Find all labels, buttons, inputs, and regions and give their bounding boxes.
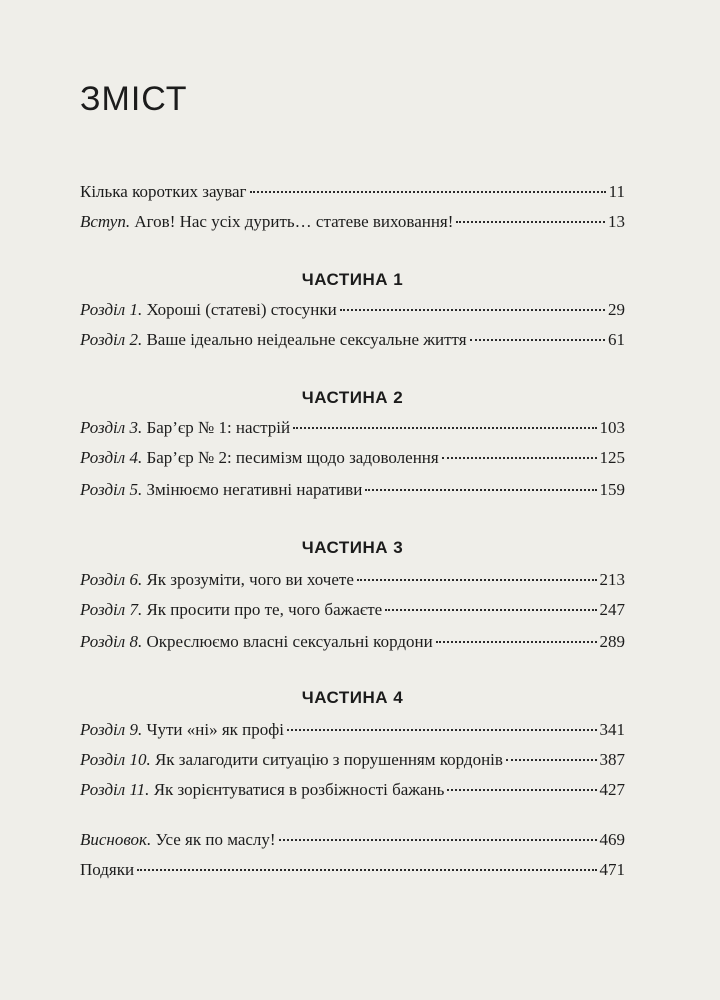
toc-entry xyxy=(80,208,625,236)
page-title: ЗМІСТ xyxy=(80,80,188,118)
dot-leader xyxy=(442,457,597,459)
dot-leader xyxy=(506,759,597,761)
entry-label: Вступ. Агов! Нас усіх дурить… статеве виховання! xyxy=(80,212,454,231)
page-number: 471 xyxy=(599,860,625,879)
dot-leader xyxy=(137,869,596,871)
entry-label: Розділ 9. Чути «ні» як профі xyxy=(80,720,285,739)
toc-entry xyxy=(80,178,625,206)
toc-entry xyxy=(80,414,625,442)
part-heading: ЧАСТИНА 4 xyxy=(301,688,404,707)
dot-leader xyxy=(436,641,597,643)
page-number: 247 xyxy=(599,600,625,619)
page-number: 125 xyxy=(599,448,625,467)
entry-label: Розділ 10. Як залагодити ситуацію з порушенням кордонів xyxy=(80,750,503,769)
part-heading: ЧАСТИНА 3 xyxy=(301,538,404,557)
entry-label: Розділ 4. Бар’єр № 2: песимізм щодо задоволення xyxy=(80,448,439,467)
page-number: 103 xyxy=(599,418,625,437)
toc-entry xyxy=(80,776,625,804)
dot-leader xyxy=(340,309,605,311)
page-number: 341 xyxy=(599,720,625,739)
page-number: 11 xyxy=(608,182,625,201)
dot-leader xyxy=(456,221,605,223)
toc-entry xyxy=(80,444,625,472)
toc-entry xyxy=(80,716,625,744)
dot-leader xyxy=(279,839,597,841)
part-heading: ЧАСТИНА 2 xyxy=(301,388,404,407)
page-number: 469 xyxy=(599,830,625,849)
entry-label: Розділ 7. Як просити про те, чого бажаєте xyxy=(80,600,383,619)
dot-leader xyxy=(470,339,605,341)
entry-label: Висновок. Усе як по маслу! xyxy=(80,830,276,849)
entry-label: Кілька коротких зауваг xyxy=(80,182,247,201)
toc-entry xyxy=(80,296,625,324)
toc-entry xyxy=(80,628,625,656)
toc-entry xyxy=(80,326,625,354)
entry-label: Розділ 5. Змінюємо негативні наративи xyxy=(80,480,363,499)
entry-label: Розділ 2. Ваше ідеально неідеальне сексуальне життя xyxy=(80,330,467,349)
dot-leader xyxy=(385,609,596,611)
toc-entry xyxy=(80,596,625,624)
entry-label: Розділ 11. Як зорієнтуватися в розбіжності бажань xyxy=(80,780,445,799)
dot-leader xyxy=(293,427,596,429)
entry-label: Розділ 6. Як зрозуміти, чого ви хочете xyxy=(80,570,354,589)
dot-leader xyxy=(357,579,597,581)
page-number: 61 xyxy=(608,330,625,349)
toc-entry xyxy=(80,826,625,854)
toc-entry xyxy=(80,566,625,594)
dot-leader xyxy=(250,191,606,193)
page-number: 427 xyxy=(599,780,625,799)
page-number: 13 xyxy=(608,212,625,231)
toc-entry xyxy=(80,476,625,504)
toc-entry xyxy=(80,746,625,774)
page-number: 289 xyxy=(599,632,625,651)
page-number: 29 xyxy=(608,300,625,319)
toc-entry xyxy=(80,856,625,884)
page-number: 387 xyxy=(599,750,625,769)
part-heading: ЧАСТИНА 1 xyxy=(301,270,404,289)
page-number: 159 xyxy=(599,480,625,499)
entry-label: Подяки xyxy=(80,860,135,879)
dot-leader xyxy=(447,789,596,791)
page-number: 213 xyxy=(599,570,625,589)
dot-leader xyxy=(287,729,596,731)
dot-leader xyxy=(365,489,596,491)
entry-label: Розділ 8. Окреслюємо власні сексуальні кордони xyxy=(80,632,433,651)
entry-label: Розділ 1. Хороші (статеві) стосунки xyxy=(80,300,337,319)
entry-label: Розділ 3. Бар’єр № 1: настрій xyxy=(80,418,291,437)
